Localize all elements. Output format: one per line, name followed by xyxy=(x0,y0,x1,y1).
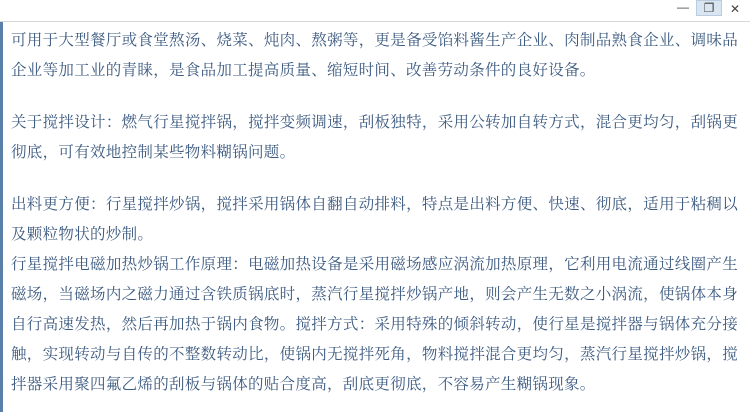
document-content xyxy=(0,22,750,412)
paragraph-working-principle: 行星搅拌电磁加热炒锅工作原理：电磁加热设备是采用磁场感应涡流加热原理，它利用电流通过线圈产生磁场，当磁场内之磁力通过含铁质锅底时，蒸汽行星搅拌炒锅产地，则会产生无数之小涡流，使锅体本身自行高速发热，然后再加热于锅内食物。搅拌方式：采用特殊的倾斜转动，使行星是搅拌器与锅体充分接触，实现转动与自传的不整数转动比，使锅内无搅拌死角，物料搅拌混合更均匀，蒸汽行星搅拌炒锅，搅拌器采用聚四氟乙烯的刮板与锅体的贴合度高，刮底更彻底，不容易产生糊锅现象。 xyxy=(11,256,738,393)
window-titlebar xyxy=(0,0,750,22)
window-controls xyxy=(670,0,748,22)
paragraph-mixing-design: 关于搅拌设计：燃气行星搅拌锅，搅拌变频调速，刮板独特，采用公转加自转方式，混合更均匀，刮锅更彻底，可有效地控制某些物料糊锅问题。 xyxy=(11,114,738,161)
restore-button[interactable]: ❐ xyxy=(696,0,722,16)
paragraph-discharge: 出料更方便：行星搅拌炒锅，搅拌采用锅体自翻自动排料，特点是出料方便、快速、彻底，适用于粘稠以及颗粒物状的炒制。 xyxy=(11,196,738,243)
minimize-button[interactable]: — xyxy=(670,0,696,18)
paragraph-intro: 可用于大型餐厅或食堂熬汤、烧菜、炖肉、熬粥等，更是备受馅料酱生产企业、肉制品熟食企业、调味品企业等加工业的青睐，是食品加工提高质量、缩短时间、改善劳动条件的良好设备。 xyxy=(11,32,738,79)
close-button[interactable]: ✕ xyxy=(722,0,748,18)
